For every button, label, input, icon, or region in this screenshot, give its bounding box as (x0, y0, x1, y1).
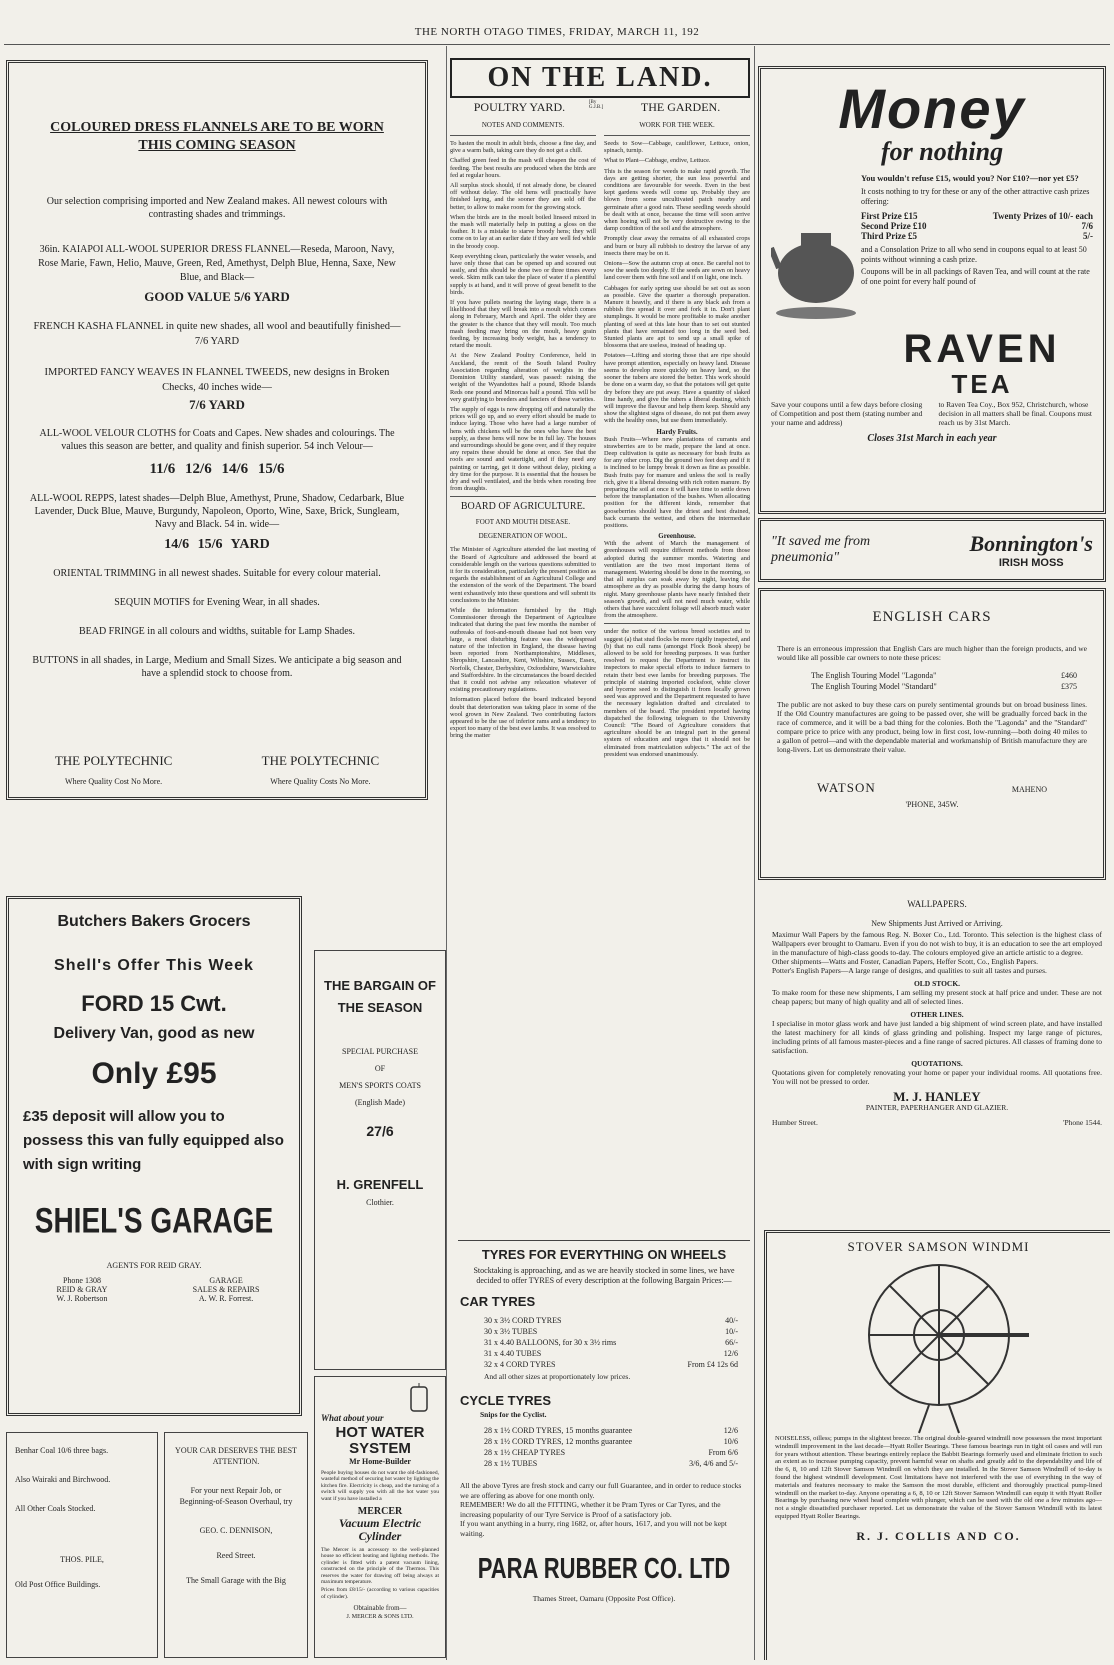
mercer-from: Obtainable from— (353, 1604, 407, 1613)
fancy-price: 7/6 YARD (189, 397, 245, 412)
car-tyre-row (484, 1359, 738, 1370)
board-continued-para: under the notice of the various breed societies and to suggest (a) that stud flocks be more rigidly inspected, and (b) that no cull rams (amongst Flock Book sheep) be allowed to be sold for breeding purposes. It was further resolved to request the Department to instruct its inspectors to make special efforts to induce farmers to retain their best ewe lambs for breeding purposes. The principle of staining imported cocksfoot, white clover and bycerne seed to distinguish it from locally grown seed was approved and the Department requested to have the necessary legislation drafted and circulated to members of the board. The president reported having dispatched the following telegram to the University Council: "The Board of Agriculture considers that agriculture should be an integral part in the general system of education and urges that it should not be eliminated from matriculation subjects." The act of the president was endorsed unanimously. (604, 628, 750, 758)
car-tyre-row (484, 1348, 738, 1359)
garden-column (604, 121, 750, 761)
grenfell-price: 27/6 (366, 1123, 394, 1139)
windmill-icon (839, 1255, 1039, 1435)
bonnington-brand: Bonnington's (969, 531, 1093, 556)
garden-para: Cabbages for early spring use should be set out as soon as possible. Give the quarter a thorough preparation. Manure it heavily, and if there is any black ash from a rubbish fire spread it over and fork it in. Don't plant stumplings. It would be more profitable to make another planting of seed at this late hour than to set out stunted plants that have remained too long in the seed bed. Stunted plants are apt to send up a small spike of blossoms that are useless, instead of heading up. (604, 284, 750, 350)
shiels-reid-gray: REID & GRAY (56, 1285, 108, 1294)
poultry-para: Chaffed green feed in the mash will cheapen the cost of feeding. The best results are produced when the birds are fed at regular hours. (450, 157, 596, 179)
car-model-row (811, 681, 1077, 692)
stover-title: STOVER SAMSON WINDMI (847, 1239, 1030, 1254)
tyres-title: TYRES FOR EVERYTHING ON WHEELS (481, 1247, 727, 1262)
shiels-phone: Phone 1308 (62, 1276, 101, 1285)
greenhouse-para: With the advent of March the management of greenhouses will require different methods from those adopted during the summer months. Watering and ventilation are the two most important items of management. Watering should be done in the morning, so that all surplus can soak away by night, leaving the atmosphere as dry as possible during the damp hours of night. Many greenhouse plants have nearly finished their season's growth, and will not need much water, while others that have succulent foliage will absorb much water from the atmosphere. (604, 540, 750, 620)
garden-para: Promptly clear away the remains of all exhausted crops and burn or bury all rubbish to destroy the larvae of any insects there may be on it. (604, 235, 750, 257)
poultry-column (450, 121, 596, 761)
grenfell-title: THE BARGAIN OF THE SEASON (324, 978, 436, 1015)
mercer-body: The Mercer is an accessory to the well-planned house no efficient heating and lighting methods. The cylinder is fitted with a patent vacuum lining, constructed on the principle of the Thermos. This reserves the water for drawing off being always at maximum temperature. (321, 1547, 439, 1586)
raven-question: You wouldn't refuse £15, would you? Nor £10?—nor yet £5? (861, 173, 1079, 183)
coal-address: Old Post Office Buildings. (15, 1580, 101, 1589)
shiels-sales-repairs: SALES & REPAIRS (192, 1285, 260, 1294)
raven-money: Money (838, 77, 1026, 140)
teapot-illustration (771, 173, 861, 328)
page-header: THE NORTH OTAGO TIMES, FRIDAY, MARCH 11, 192 (414, 26, 700, 38)
hotwater-big: HOT WATER SYSTEM (335, 1424, 425, 1457)
mercer-address: J. MERCER & SONS LTD. (346, 1614, 414, 1621)
hotwater-question: What about your (321, 1413, 384, 1423)
mercer-ad (314, 1376, 446, 1658)
wallpapers-sub: New Shipments Just Arrived or Arriving. (871, 919, 1003, 928)
poultry-para: Keep everything clean, particularly the water vessels, and have only those that can be opened up and scoured out easily, and this should be done two or three times every week. Skim milk can take the place of water if a plentiful supply is at hand, and it will prove of great benefit to the birds. (450, 252, 596, 296)
cycle-tyre-row (484, 1425, 738, 1436)
on-the-land-columns (450, 121, 750, 761)
polytechnic-heading: COLOURED DRESS FLANNELS ARE TO BE WORN THIS COMING SEASON (50, 120, 384, 153)
cycle-tyre-price: 10/6 (723, 1437, 738, 1446)
cycle-tyre-name: 28 x 1½ TUBES (484, 1459, 538, 1468)
poultry-para: To hasten the moult in adult birds, choose a fine day, and give a warm bath, taking care they do not get a chill. (450, 140, 596, 155)
grenfell-special: SPECIAL PURCHASE (342, 1047, 418, 1056)
watson-signature (777, 780, 1087, 796)
car-model-price: £375 (1061, 682, 1077, 691)
dennison-ad (164, 1432, 308, 1658)
velour-prices: 11/6 12/6 14/6 15/6 (149, 461, 285, 477)
english-cars-ad (758, 588, 1106, 880)
cycle-tyres-title: CYCLE TYRES (460, 1393, 552, 1408)
dennison-name: GEO. C. DENNISON, (199, 1526, 273, 1535)
watson-phone: 'PHONE, 345W. (905, 800, 959, 809)
stover-footer: R. J. COLLIS AND CO. (856, 1528, 1021, 1543)
cycle-tyre-price: From 6/6 (708, 1448, 738, 1457)
shiels-garage-name: SHIEL'S GARAGE (34, 1201, 274, 1240)
poultry-para: When the birds are in the moult boiled linseed mixed in the mash will materially help in putting a gloss on the feather. It is a mistake to starve broody hens; they will come on to lay at an earlier date if they are well fed while in the broody coop. (450, 213, 596, 250)
poultry-subtitle: NOTES AND COMMENTS. (481, 121, 565, 129)
shiels-garage-ad (6, 896, 302, 1416)
repps-text: ALL-WOOL REPPS, latest shades—Delph Blue, Amethyst, Prune, Shadow, Cedarbark, Blue Lavender, Duck Blue, Mauve, Burgundy, Napoleon, Oporto, Wine, Saxe, Brick, Sungleam, Navy and Black. 54 in. wide— (29, 493, 405, 530)
cycle-tyre-price: 3/6, 4/6 and 5/- (689, 1459, 738, 1468)
wallpapers-p1: Maximur Wall Papers by the famous Reg. N. Boxer Co., Ltd. Toronto. This selection is the highest class of Wallpapers ever brought to Oamaru. Even if you do not wish to buy, it is an education to see the art employed in the manufacture of high-class goods to-day. The colours employed give an article artistic to a degree. (772, 930, 1102, 957)
cycle-tyre-row (484, 1436, 738, 1447)
mercer-prices: Prices from £8/15/- (according to various capacities of cylinder). (321, 1587, 439, 1600)
polytechnic-footer (29, 753, 405, 786)
hanley-name: M. J. HANLEY (893, 1089, 981, 1104)
on-the-land-byline: [By G.J.B.] (588, 100, 604, 110)
hardy-para: Bush Fruits—Where new plantations of currants and strawberries are to be made, prepare the land at once. Deep cultivation is quite as necessary for bush fruits as for any other crop. Dig the ground two feet deep and if it is inclined to be lumpy break it down as fine as possible. Bush fruits pay for manure and unless the soil is really rich, give it a liberal dressing with rich rotten manure. By preparing the soil at once it will have time to settle down before the transplantation of the bushes. When allocating position for the different kinds, remember that gooseberries should have the driest and best drained, back currants the wettest, and others the intermediate positions. (604, 435, 750, 529)
car-tyres-list (460, 1315, 748, 1370)
wool-title: DEGENERATION OF WOOL. (478, 532, 568, 541)
polytechnic-name-right: THE POLYTECHNIC (261, 753, 380, 768)
garden-para: Seeds to Sow—Cabbage, cauliflower, Lettuce, onion, spinach, turnip. (604, 140, 750, 155)
kasha-text: FRENCH KASHA FLANNEL in quite new shades, all wool and beautifully finished—7/6 YARD (33, 321, 401, 347)
tyres-ad (458, 1240, 750, 1658)
car-model-row (811, 670, 1077, 681)
raven-tea-ad (758, 66, 1106, 514)
car-model-name: The English Touring Model "Standard" (811, 682, 937, 691)
board-para: The Minister of Agriculture attended the last meeting of the Board of Agriculture and addressed the board at considerable length on the various questions submitted to it for its consideration, particularly the present position as regards the establishment of an Agricultural College and the extension of the work of the Department. The board went exhaustively into these questions and will submit its conclusions to the Minister. (450, 546, 596, 604)
poultry-title: POULTRY YARD. (473, 100, 566, 114)
grenfell-ad (314, 950, 446, 1370)
cycle-tyre-name: 28 x 1½ CORD TYRES, 15 months guarantee (484, 1426, 633, 1435)
english-cars-p1: There is an erroneous impression that English Cars are much higher than the foreign products, and we would like all possible car owners to note these prices: (777, 644, 1087, 662)
tyres-intro: Stocktaking is approaching, and as we are heavily stocked in some lines, we have decided to offer TYRES of every description at the following Bargain Prices:— (473, 1266, 735, 1285)
wallpapers-p5: I specialise in motor glass work and have just landed a big shipment of wind screen plate, and have installed the latest machinery for all kinds of glass grinding and polishing. Inspect my large range of pictures, including prints of all famous master-pieces and a fine range of sacred pictures. All classes of framing done to satisfaction. (772, 1019, 1102, 1055)
grenfell-made: (English Made) (355, 1098, 405, 1107)
other-lines-title: OTHER LINES. (910, 1010, 964, 1019)
garden-subtitle: WORK FOR THE WEEK. (639, 121, 715, 129)
bonnington-brand-block (969, 531, 1093, 569)
car-tyre-name: 30 x 3½ CORD TYRES (484, 1316, 562, 1325)
car-model-price: £460 (1061, 671, 1077, 680)
raven-brand: RAVEN (903, 327, 1061, 371)
car-tyre-name: 31 x 4.40 TUBES (484, 1349, 542, 1358)
car-model-name: The English Touring Model "Lagonda" (811, 671, 937, 680)
hanley-footer (772, 1118, 1102, 1127)
raven-prize-row (861, 211, 1093, 221)
shiels-ford: FORD 15 Cwt. (81, 991, 227, 1016)
garden-para: What to Plant—Cabbage, endive, Lettuce. (604, 157, 711, 165)
raven-first: First Prize £15 (861, 211, 918, 221)
velour-text: ALL-WOOL VELOUR CLOTHS for Coats and Capes. New shades and colourings. The values this season are better, and quality and finish superior. 54 inch Velour— (39, 428, 395, 452)
fmd-title: FOOT AND MOUTH DISEASE. (475, 518, 571, 527)
header-rule (4, 44, 1110, 45)
raven-footer (771, 400, 1093, 427)
watson-name: WATSON (817, 780, 876, 795)
grenfell-of: OF (374, 1064, 386, 1073)
para-rubber-address: Thames Street, Oamaru (Opposite Post Office). (532, 1594, 676, 1603)
hanley-phone: 'Phone 1544. (1063, 1118, 1102, 1127)
car-tyre-name: 31 x 4.40 BALLOONS, for 30 x 3½ rims (484, 1338, 617, 1347)
english-cars-price-list (787, 670, 1087, 692)
column-rule (754, 46, 755, 1660)
windmill-illustration (775, 1255, 1102, 1435)
tyres-phone: If you want anything in a hurry, ring 1682, or, after hours, 1617, and you will not be kept waiting. (460, 1519, 727, 1538)
car-tyre-price: 12/6 (723, 1349, 738, 1358)
car-tyre-price: 10/- (725, 1327, 738, 1336)
cycle-tyre-row (484, 1458, 738, 1469)
car-tyre-name: 32 x 4 CORD TYRES (484, 1360, 556, 1369)
raven-to: to Raven Tea Coy., Box 952, Christchurch, whose decision in all matters shall be final. Coupons must reach us by 31st March. (938, 400, 1092, 427)
shiels-van: Delivery Van, good as new (53, 1025, 255, 1042)
wallpapers-title: WALLPAPERS. (907, 900, 967, 909)
polytechnic-slogan-left: Where Quality Cost No More. (65, 777, 163, 786)
wallpapers-p2: Other shipments—Watts and Foster, Canadian Papers, Heffer Scott, Co., English Papers. (772, 957, 1038, 966)
bonnington-ad (758, 518, 1106, 582)
cycle-tyre-name: 28 x 1½ CHEAP TYRES (484, 1448, 566, 1457)
car-tyre-name: 30 x 3½ TUBES (484, 1327, 538, 1336)
hanley-trade: PAINTER, PAPERHANGER AND GLAZIER. (865, 1103, 1009, 1112)
on-the-land-subheads (450, 100, 750, 115)
tyres-remember: REMEMBER! We do all the FITTING, whether it be Pram Tyres or Car Tyres, and the increasing popularity of our Tyre Service is Proof of a satisfactory job. (460, 1500, 721, 1519)
raven-coupons: Coupons will be in all packings of Raven Tea, and will count at the rate of one point for every half pound of (861, 267, 1090, 286)
garden-para: Onions—Sow the autumn crop at once. Be careful not to sow the seeds too deeply. If the seeds are sown on heavy land cover them with fine soil and if on light, one inch. (604, 260, 750, 282)
english-cars-p2: The public are not asked to buy these cars on purely sentimental grounds but on broad business lines. If the Old Country manufactures are going to be passed over, she will be gradually forced back in the race of commerce, and it will be a bad thing for the colonies. Both the "Lagonda" and the "Standard" compare price to price with any product, being low in first cost, low-running—both doing 40 miles to a gallon of petrol—and with the dependable material and workmanship of British manufacture they are long-livers. Let us demonstrate their value. (777, 700, 1087, 754)
tyres-body: All the above Tyres are fresh stock and carry our full Guarantee, and in order to reduce stocks we are offering as above for one month only. (460, 1481, 742, 1500)
column-rule (446, 46, 447, 1660)
wallpapers-p3: Potter's English Papers—A large range of designs, and qualities to suit all tastes and purses. (772, 966, 1047, 975)
raven-prize-row (861, 221, 1093, 231)
greenhouse-title: Greenhouse. (658, 532, 696, 541)
para-rubber-name: PARA RUBBER CO. LTD (477, 1552, 731, 1585)
garden-para: This is the season for weeds to make rapid growth. The days are getting shorter, the sun less powerful and conditions are favourable for weeds. Even in the best kept gardens weeds will come up. Probably they are blown from some uncultivated patch nearby and germinate after a good rain. These seedling weeds should be dealt with at once, because the time will soon arrive when hoeing will not be very destructive owing to the damp condition of the soil and the atmosphere. (604, 167, 750, 233)
coal-line-2: Also Wairaki and Birchwood. (15, 1475, 111, 1484)
garden-para: Potatoes—Lifting and storing those that are ripe should have prompt attention, especially on heavy land. Disease seems to develop more quickly on heavy land, so the sooner the tubers are stored the better. This work should be done on a warm day, so that the potatoes will get quite dry before they are put away. Have a quantity of slaked lime handy, and give the tubers a liberal dusting, which will improve the flavour and help them keep. Should any show the slightest signs of disease, do not put them away with the healthy ones, but use them immediately. (604, 352, 750, 425)
car-tyre-price: 66/- (725, 1338, 738, 1347)
car-tyre-price: From £4 12s 6d (687, 1360, 738, 1369)
repps-prices: 14/6 15/6 YARD (164, 537, 270, 552)
raven-for-nothing: for nothing (881, 137, 1004, 166)
raven-twenty: Twenty Prizes of 10/- each (992, 211, 1093, 221)
shiels-agents: AGENTS FOR REID GRAY. (106, 1261, 202, 1270)
coal-ad (6, 1432, 158, 1658)
raven-second: Second Prize £10 (861, 221, 927, 231)
polytechnic-slogan-right: Where Quality Costs No More. (270, 777, 371, 786)
oriental-text: ORIENTAL TRIMMING in all newest shades. Suitable for every colour material. (53, 568, 381, 579)
english-cars-title: ENGLISH CARS (872, 609, 992, 625)
raven-closes: Closes 31st March in each year (867, 433, 997, 444)
watson-place: MAHENO (1011, 785, 1047, 794)
cycle-tyre-price: 12/6 (723, 1426, 738, 1435)
shiels-robertson: W. J. Robertson (56, 1294, 108, 1303)
cycle-tyres-list (460, 1425, 748, 1469)
cycle-tyre-row (484, 1447, 738, 1458)
grenfell-coats: MEN'S SPORTS COATS (339, 1081, 421, 1090)
quotations-title: QUOTATIONS. (911, 1059, 963, 1068)
wallpapers-p6: Quotations given for completely renovating your home or paper your individual rooms. All quotations free. You will not be pressed to order. (772, 1068, 1102, 1086)
dennison-address: Reed Street. (216, 1551, 256, 1560)
board-para: While the information furnished by the High Commissioner through the Department of Agriculture indicated that during the past few months the number of outbreaks of foot-and-mouth disease had not been very large, a most disturbing feature was the widespread nature of the infection in England, the disease having been reported from Northamptonshire, Middlesex, Shropshire, Lancashire, Kent, Wiltshire, Sussex, Essex, Norfolk, Chester, Derbyshire, Oxfordshire, Warwickshire and Staffordshire. In the circumstances the board decided that it could not advise any relaxation whatever of existing precautionary regulations. (450, 606, 596, 694)
raven-save: Save your coupons until a few days before closing of Competition and post them (stating number and your name and address) (771, 400, 923, 427)
poultry-para: If you have pullets nearing the laying stage, there is a likelihood that they will break into a moult which comes along in February, March and April. The older they are the greater is the chance that they will moult. Too much mash feeding may bring on the moult, heavy grain feeding, by increasing body weight, has a tendency to retard the moult. (450, 299, 596, 350)
dennison-line-2: For your next Repair Job, or Beginning-of-Season Overhaul, try (179, 1486, 293, 1506)
grenfell-name: H. GRENFELL (336, 1177, 424, 1192)
sequin-text: SEQUIN MOTIFS for Evening Wear, in all shades. (114, 597, 320, 608)
car-tyres-title: CAR TYRES (460, 1294, 536, 1309)
car-tyre-row (484, 1337, 738, 1348)
old-stock-title: OLD STOCK. (913, 979, 961, 988)
grenfell-trade: Clothier. (366, 1198, 394, 1207)
raven-consolation: and a Consolation Prize to all who send in coupons equal to at least 50 points without winning a cash prize. (861, 245, 1087, 264)
bead-text: BEAD FRINGE in all colours and widths, suitable for Lamp Shades. (78, 626, 356, 637)
raven-costs: It costs nothing to try for these or any of the other attractive cash prizes offering: (861, 187, 1090, 206)
hotwater-body: People buying houses do not want the old-fashioned, wasteful method of securing hot water by lighting the kitchen fire. Electricity is cheap, and the turning of a switch will supply you with all the hot water you want if you have installed a (321, 1470, 439, 1502)
raven-body (771, 173, 1093, 328)
poultry-para: The supply of eggs is now dropping off and naturally the prices will go up, and so every effort should be made to induce laying. Those who have had a large number of hens with chickens will be the ones who have the best supply, as these hens will now be in full lay. The houses and surroundings should be gone over, and if they require any repairs these should be done at once. See that the roofs are sound and watertight, and if they need any painting or tarring, get it done without delay, picking a dry time for the purpose. It is essential that the houses be dry and well ventilated, and the birds when roosting free from draughts. (450, 405, 596, 493)
fancy-text: IMPORTED FANCY WEAVES IN FLANNEL TWEEDS, new designs in Broken Checks, 40 inches wide— (44, 367, 390, 393)
stover-windmill-ad (764, 1230, 1110, 1660)
boiler-icon (399, 1383, 439, 1413)
shiels-garage-label: GARAGE (209, 1276, 243, 1285)
polytechnic-ad (6, 60, 428, 800)
dennison-line-1: YOUR CAR DESERVES THE BEST ATTENTION. (175, 1446, 297, 1466)
poultry-para: At the New Zealand Poultry Conference, held in Auckland, the remit of the South Island Poultry Association regarding alteration of weights in the Dominion Utility standard, was passed: raising the weight of the Wyandottes half a pound, Rhode Islands Reds one pound and Minorcas half a pound. This will be very gratifying to breeders and fanciers of these varieties. (450, 352, 596, 403)
shiels-price: Only £95 (91, 1057, 217, 1090)
hotwater-sub: Mr Home-Builder (349, 1457, 411, 1466)
raven-tea-word: TEA (951, 369, 1013, 399)
polytechnic-intro: Our selection comprising imported and New Zealand makes. All newest colours with contrasting shades and trimmings. (46, 196, 388, 220)
hanley-street: Humber Street. (772, 1118, 818, 1127)
bonnington-quote: "It saved me from pneumonia" (771, 534, 871, 565)
mercer-cylinder: Vacuum Electric Cylinder (338, 1516, 422, 1544)
car-tyre-price: 40/- (725, 1316, 738, 1325)
shiels-top-line: Butchers Bakers Grocers (57, 913, 251, 930)
polytechnic-name-left: THE POLYTECHNIC (54, 753, 173, 768)
shiels-footer (23, 1276, 285, 1303)
shiels-offer: Shell's Offer This Week (54, 957, 254, 974)
dennison-line-3: The Small Garage with the Big (186, 1576, 286, 1585)
boiler-illustration (321, 1383, 439, 1413)
cycle-tyres-sub: Snips for the Cyclist. (480, 1410, 547, 1419)
hardy-title: Hardy Fruits. (656, 427, 698, 436)
coal-name: THOS. PILE, (60, 1555, 104, 1564)
coal-line-3: All Other Coals Stocked. (15, 1504, 96, 1513)
car-tyre-row (484, 1315, 738, 1326)
on-the-land-banner: ON THE LAND. (450, 58, 750, 98)
mercer-name: MERCER (357, 1506, 403, 1518)
shiels-deposit: £35 deposit will allow you to possess this van fully equipped also with sign writing (23, 1108, 284, 1173)
raven-third: Third Prize £5 (861, 231, 917, 241)
cycle-tyre-name: 28 x 1½ CORD TYRES, 12 months guarantee (484, 1437, 633, 1446)
car-tyre-row (484, 1326, 738, 1337)
kaiapoi-text: 36in. KAIAPOI ALL-WOOL SUPERIOR DRESS FLANNEL—Reseda, Maroon, Navy, Rose Marie, Fawn, Helio, Mauve, Green, Red, Amethyst, Delph Blue, Henna, Saxe, New Blue, and Black— (38, 244, 396, 283)
board-title: BOARD OF AGRICULTURE. (460, 501, 586, 513)
bonnington-irish-moss: IRISH MOSS (998, 557, 1064, 569)
coal-line-1: Benhar Coal 10/6 three bags. (15, 1446, 109, 1455)
hanley-ad (772, 900, 1102, 1220)
board-para: Information placed before the board indicated beyond doubt that deterioration was taking place in some of the wool grown in New Zealand. Two contributing factors appeared to be the use of inferior rams and a tendency to export too many of the best ewe lambs. It was resolved to bring the matter (450, 696, 596, 740)
car-tyres-note: And all other sizes at proportionately low prices. (484, 1372, 631, 1381)
stover-body: NOISELESS, oilless; pumps in the slightest breeze. The original double-geared windmill now possesses the most important windmill improvement in the last decade—Hyatt Roller Bearings. These famous bearings run in tight oil cases and will run for years without attention. These bearings entirely replace the Babbit Bearings formerly used and eliminate friction to such an extent as to increase pumping capacity, prevent harmful wear on shafts and greatly add to the dependability and life of the 6, 8, 10 and 12ft Stover Samson Windmill on which they are installed. In the Stover Samson Windmill of to-day is found the highest windmill development. Cost limitations have not interfered with the use of everything in the way of materials and features necessary to make the Samson the most durable, efficient and thoroughly practical pump-lined windmill on the market to-day. Anyone operating a 6, 8, 10 or 12ft Stover Samson Windmill can equip it with Hyatt Roller Bearings by purchasing new wheel head complete with plunger, which can be used with the old one a few minutes ago—not a single dissatisfied purchaser reported. Let us demonstrate the value of the Stover Samson Windmill with its latest equipped Hyatt Roller Bearings. (775, 1435, 1102, 1520)
buttons-text: BUTTONS in all shades, in Large, Medium and Small Sizes. We anticipate a big season and have a splendid stock to choose from. (32, 655, 402, 679)
raven-second-r: 7/6 (1081, 221, 1093, 231)
raven-text (861, 173, 1093, 328)
poultry-para: All surplus stock should, if not already done, be cleared off without delay. The old hens will practically have finished laying, and the sooner they are sold off the better, to allow to make room for the growing stock. (450, 182, 596, 211)
raven-third-r: 5/- (1083, 231, 1093, 241)
shiels-forrest: A. W. R. Forrest. (198, 1294, 254, 1303)
wallpapers-p4: To make room for these new shipments, I am selling my present stock at half price and under. These are not cheap papers; but many of high quality and all of selected lines. (772, 988, 1102, 1006)
kaiapoi-price: GOOD VALUE 5/6 YARD (144, 289, 290, 304)
raven-prize-row (861, 231, 1093, 241)
teapot-icon (771, 173, 861, 323)
garden-title: THE GARDEN. (640, 100, 721, 114)
on-the-land-section (450, 58, 750, 1234)
